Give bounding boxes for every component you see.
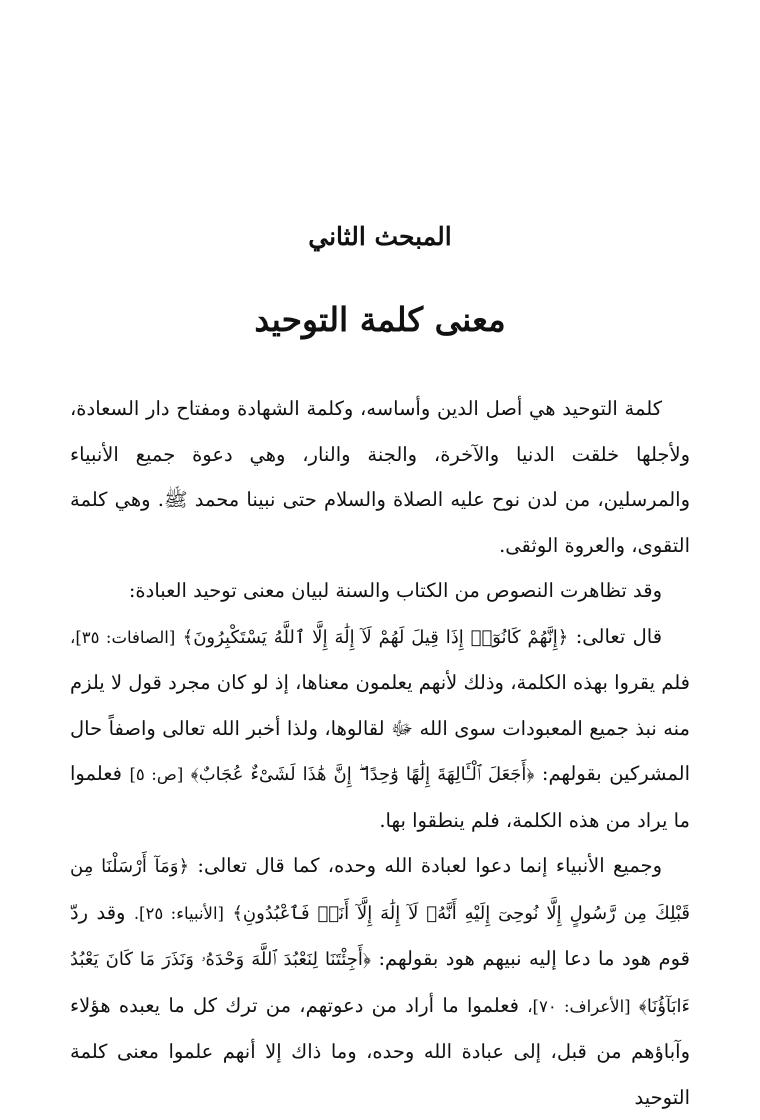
section-label: المبحث الثاني	[308, 222, 452, 251]
body-text	[70, 386, 690, 1120]
verse-reference: [الأعراف: ٧٠]،	[527, 996, 631, 1016]
paragraph-text: كلمة التوحيد هي أصل الدين وأساسه، وكلمة الشهادة ومفتاح دار السعادة، ولأجلها خلقت الدنيا والآخرة، والجنة والنار، وهي دعوة جميع الأنبياء والمرسلين، من لدن نوح عليه الصلاة والسلام حتى نبينا محمد ﷺ. وهي كلمة التقوى، والعروة الوثقى.	[70, 397, 690, 557]
quran-quote: ﴿أَجِئْتَنَا لِنَعْبُدَ ٱللَّهَ وَحْدَهُۥ وَنَذَرَ مَا كَانَ يَعْبُدُ ءَابَآؤُنَا﴾	[70, 949, 690, 1017]
paragraph-4	[70, 843, 690, 1120]
verse-reference: [ص: ٥]	[129, 765, 184, 784]
verse-reference: [الأنبياء: ٢٥].	[133, 903, 224, 923]
verse-reference: [الصافات: ٣٥]،	[70, 627, 176, 647]
paragraph-text: فعلموا ما يراد من هذه الكلمة، فلم ينطقوا بها.	[70, 762, 690, 832]
paragraph-text: وقد ردّ قوم هود ما دعا إليه نبيهم هود بقولهم:	[70, 900, 690, 970]
paragraph-3	[70, 614, 690, 844]
quran-quote: ﴿أَجَعَلَ ٱلْـَٔالِهَةَ إِلَٰهًا وَٰحِدًا ۖ إِنَّ هَٰذَا لَشَىْءٌ عُجَابٌ﴾	[190, 764, 535, 785]
paragraph-text: فلم يقروا بهذه الكلمة، وذلك لأنهم يعلمون معناها، إذ لو كان مجرد قول لا يلزم منه نبذ جميع المعبودات سوى الله ﷻ لقالوها، ولذا أخبر الله تعالى واصفاً حال المشركين بقولهم:	[70, 671, 691, 785]
paragraph-text: قال تعالى:	[575, 624, 663, 648]
paragraph-text: وجميع الأنبياء إنما دعوا لعبادة الله وحده، كما قال تعالى:	[197, 854, 662, 877]
quran-quote: ﴿إِنَّهُمْ كَانُوٓا۟ إِذَا قِيلَ لَهُمْ لَآ إِلَٰهَ إِلَّا ٱللَّهُ يَسْتَكْبِرُونَ﴾	[182, 626, 569, 648]
quran-quote: ﴿وَمَآ أَرْسَلْنَا مِن قَبْلِكَ مِن رَّسُولٍ إِلَّا نُوحِىٓ إِلَيْهِ أَنَّهُۥ لَآ إِلَٰهَ إِلَّآ أَنَا۠ فَٱعْبُدُونِ﴾	[70, 856, 691, 924]
paragraph-text: فعلموا ما أراد من دعوتهم، من ترك كل ما يعبده هؤلاء وآباؤهم من قبل، إلى عبادة الله وحده، وما ذاك إلا أنهم علموا معنى كلمة التوحيد	[70, 993, 690, 1109]
section-title: معنى كلمة التوحيد	[254, 300, 506, 339]
paragraph-1	[70, 386, 690, 568]
paragraph-2	[70, 568, 690, 614]
paragraph-text: وقد تظاهرت النصوص من الكتاب والسنة لبيان معنى توحيد العبادة:	[128, 579, 662, 602]
